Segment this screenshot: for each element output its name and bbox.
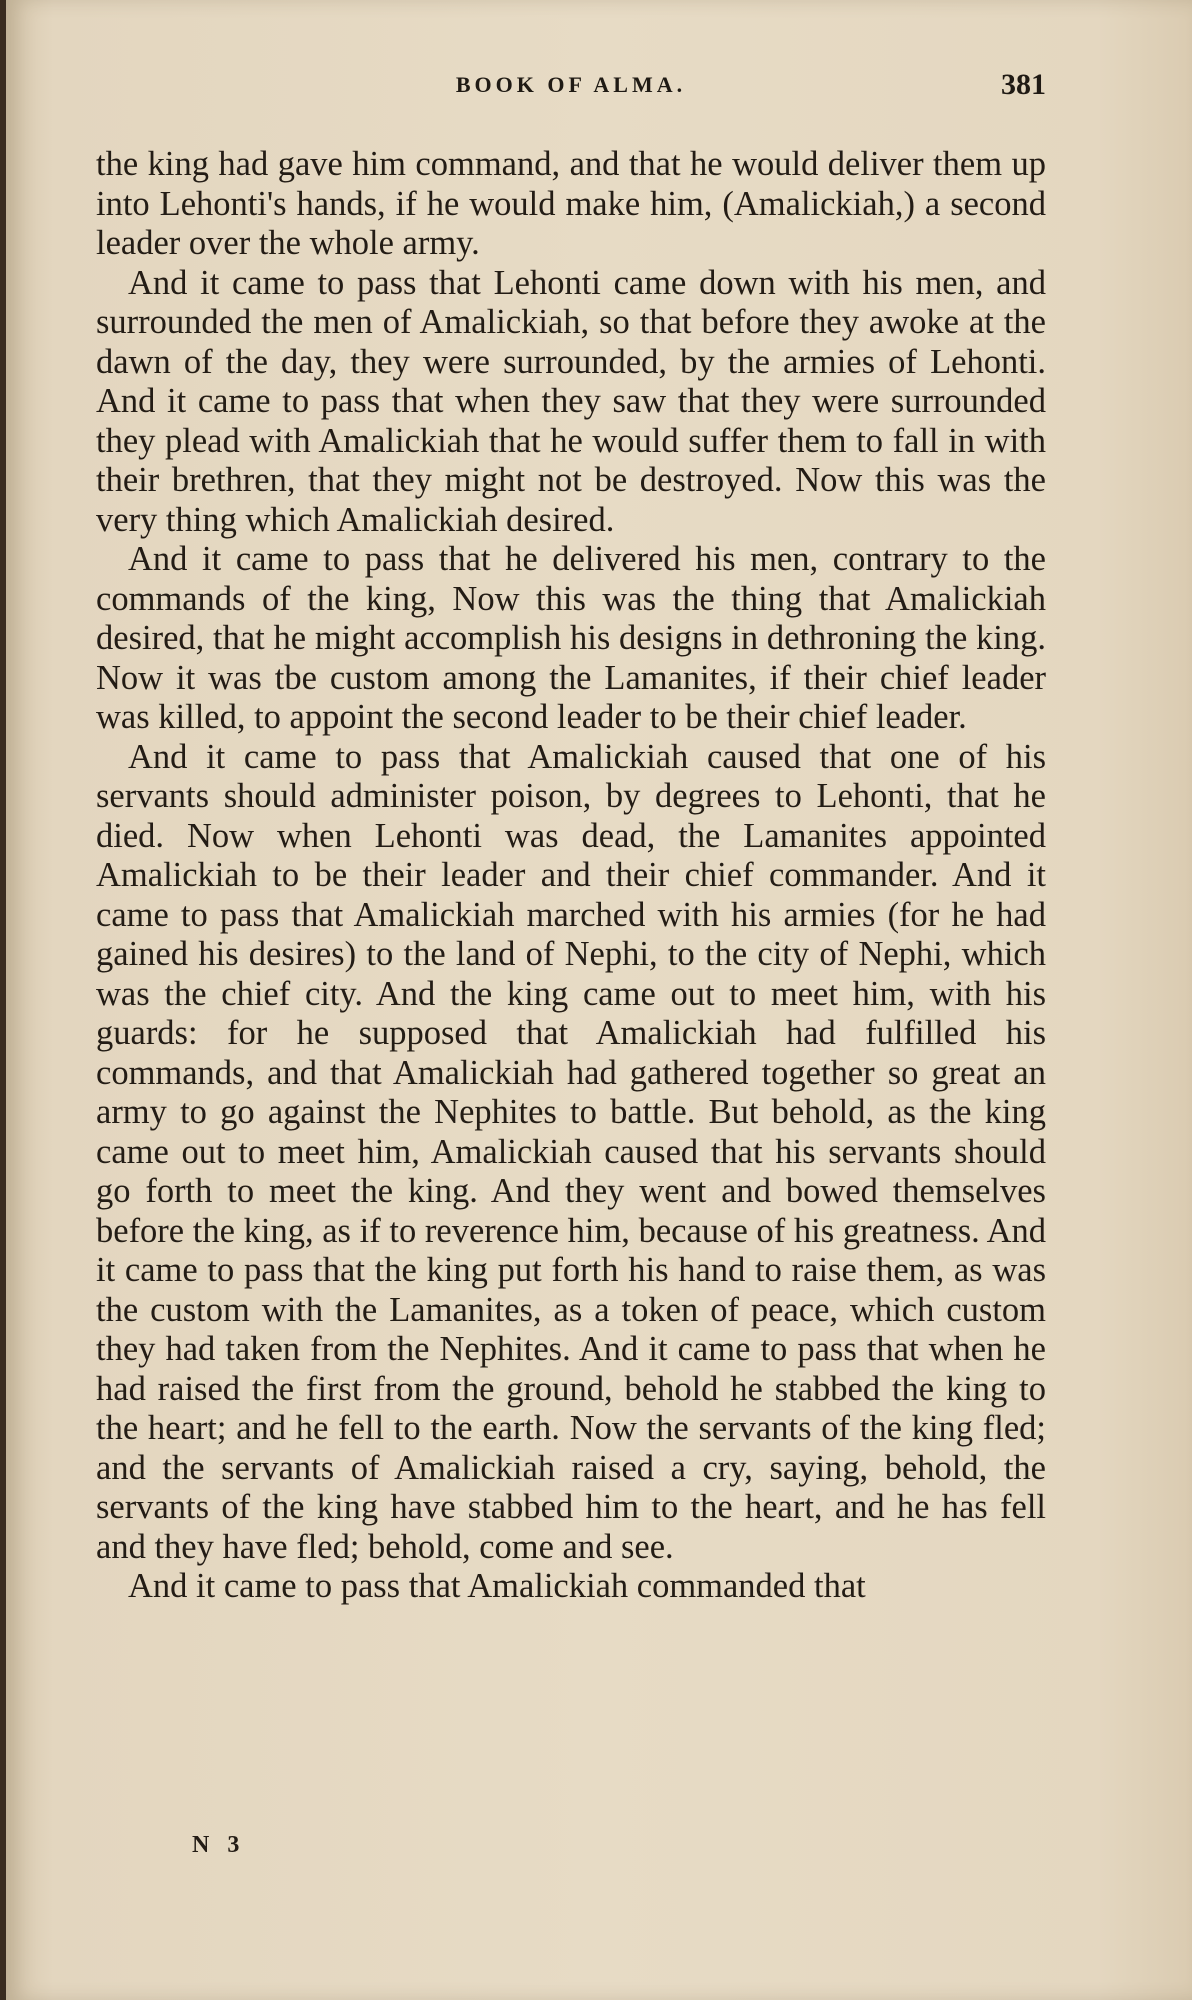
- paragraph: And it came to pass that he delivered his men, contrary to the commands of the king, Now this was the thing that Amalickiah desired, that he might accomplish his designs in dethroning the king. Now it was tbe custom among the Lamanites, if their chief leader was killed, to appoint the second leader to be their chief leader.: [96, 540, 1046, 736]
- page-number: 381: [1001, 68, 1046, 101]
- signature-mark: N 3: [192, 1832, 246, 1858]
- book-page: [6, 0, 1192, 2000]
- page-header: [96, 68, 1046, 112]
- paragraph: And it came to pass that Amalickiah commanded that: [128, 1567, 866, 1605]
- paragraph: And it came to pass that Lehonti came down with his men, and surrounded the men of Amalickiah, so that before they awoke at the dawn of the day, they were surrounded, by the armies of Lehonti. And it came to pass that when they saw that they were surrounded they plead with Amalickiah that he would suffer them to fall in with their brethren, that they might not be destroyed. Now this was the very thing which Amalickiah desired.: [96, 263, 1046, 539]
- running-head: BOOK OF ALMA.: [455, 72, 687, 97]
- paragraph: And it came to pass that Amalickiah caused that one of his servants should administer poison, by degrees to Lehonti, that he died. Now when Lehonti was dead, the Lamanites appointed Amalickiah to be their leader and their chief commander. And it came to pass that Amalickiah marched with his armies (for he had gained his desires) to the land of Nephi, to the city of Nephi, which was the chief city. And the king came out to meet him, with his guards: for he supposed that Amalickiah had fulfilled his commands, and that Amalickiah had gathered together so great an army to go against the Nephites to battle. But behold, as the king came out to meet him, Amalickiah caused that his servants should go forth to meet the king. And they went and bowed themselves before the king, as if to reverence him, because of his greatness. And it came to pass that the king put forth his hand to raise them, as was the custom with the Lamanites, as a token of peace, which custom they had taken from the Nephites. And it came to pass that when he had raised the first from the ground, behold he stabbed the king to the heart; and he fell to the earth. Now the servants of the king fled; and the servants of Amalickiah raised a cry, saying, behold, the servants of the king have stabbed him to the heart, and he has fell and they have fled; behold, come and see.: [96, 737, 1046, 1566]
- paragraph: the king had gave him command, and that he would deliver them up into Lehonti's hands, if he would make him, (Amalickiah,) a second leader over the whole army.: [96, 145, 1046, 262]
- page-body: [96, 145, 1046, 1607]
